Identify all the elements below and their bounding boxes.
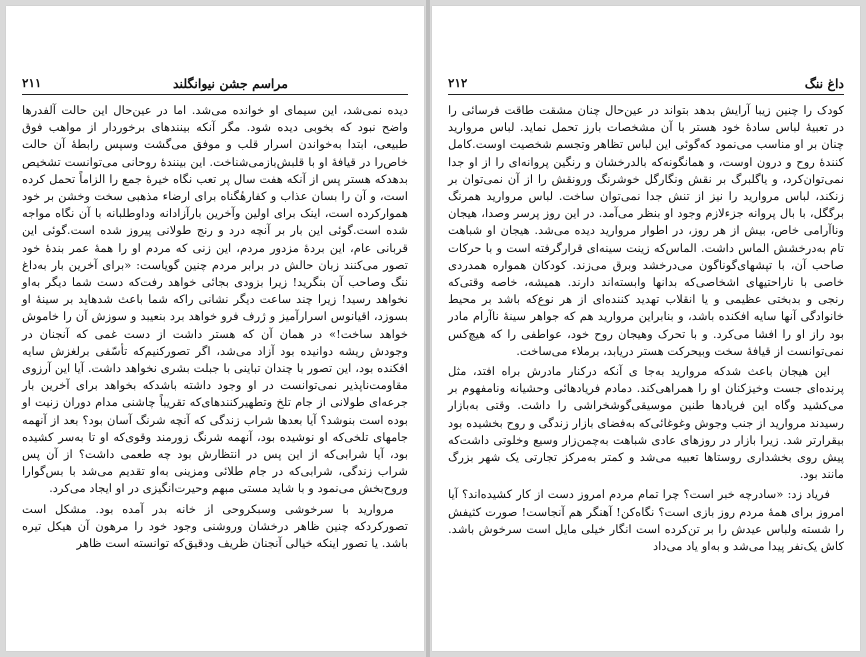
page-number: ۲۱۲ (448, 76, 468, 90)
paragraph: فریاد زد: «سادر‌چه خبر است؟ چرا تمام مردم امروز دست از کار کشیده‌اند؟ آیا امروز برای همهٔ مردم روز بازی است؟ نگاه‌کن! آهنگر هم آنجاست! صورت کثیفش را شسته ولباس عیدش را بر تن‌کرده است انگار خیلی مایل است سرخوش باشد. کاش یک‌نفر پیدا می‌شد و به‌او یاد می‌داد (448, 487, 844, 554)
right-page-header (448, 76, 844, 92)
page-number: ۲۱۱ (22, 76, 42, 90)
left-page-body (22, 102, 408, 552)
left-page (6, 6, 424, 651)
paragraph: مروارید با سرخوشی وسبکروحی از خانه بدر آمده بود. مشکل است تصورکرد‌که چنین ظاهر درخشان وروشنی وجود خود را مرهون آن هیکل تیره باشد. یا تصور اینکه خیالی آنجنان ظریف ودقیق‌که توانسته است ظاهر (22, 501, 408, 551)
header-rule (22, 94, 408, 95)
book-spine (426, 0, 430, 657)
right-page-body (448, 102, 844, 555)
right-page (432, 6, 860, 651)
left-page-header (22, 76, 408, 92)
paragraph: دیده نمی‌شد، این سیمای او خوانده می‌شد. اما در عین‌حال این حالت آلفدرها واضح نبود که بخوبی دیده شود. مگر آنکه بینندهای برخوردار از مواهب فوق طبیعی، ابتدا به‌خواندن اسرار قلب و موفق می‌گشت وسپس رابطهٔ آن حالت خاص‌را در قیافهٔ او با قلبش‌بازمی‌شناخت. این بینندهٔ روحانی می‌توانست تشخیص بدهدکه هستر پس از آنکه هفت سال پر تعب نگاه خیرهٔ جمع را الزاماً تحمل کرده است، و آن را بسان عذاب و کفارهٔگناه برای ارضاء مذهبی سخت وخشن بر خود هموارکرده است، اینک برای اولین وآخرین بارآزادانه وداوطلبانه با آن نگاه مواجه شده است.گوئی این بار بر آنچه درد و رنج طولانی پیروز شده است.گوئی این قربانی عام، این بردهٔ مزدور مردم، این زنی که مردم او را همهٔ عمر بندهٔ خود تصور می‌کنند زبان حالش در برابر مردم چنین گویاست: «برای آخرین بار به‌داغ ننگ وصاحب آن بنگرید! زیرا بزودی بجائی خواهد رفت‌که دست شما دیگر به‌او نخواهد رسید! زیرا چند ساعت دیگر نشانی راکه شما باعث شدهاید بر سینهٔ او بسوزد، اقیانوس اسرارآمیز و ژرف فرو خواهد برد بنعیبد و سوزش آن را خاموش خواهد ساخت!» در همان آن که هستر داشت از دست غمی که آنجنان در وجودش ریشه دوانیده بود آزاد می‌شد، اگر تصورکنیم‌که تأسّفی برلغزش سایه افکنده بود، این تصور با چندان تباینی با جبلت بشری نخواهد داشت. آیا این آرزوی مقاومت‌ناپذیر نمی‌توانست در او وجود داشته باشدکه بخواهد برای آخرین بار جرعه‌ای طولانی از جام تلخ وتطهیرکنندهای‌که تقریباً چاشنی مدام دوران زنیت او بوده است بنوشد؟ آیا بعدها شراب زندگی که آنچه شرنگ آسان بود؟ بعد از آنهمه جامهای تلخی‌که او نوشیده بود، آنهمه شرنگ زورمند وقوی‌که او تا به‌سر کشیده بود، آیا شرابی‌که از این پس در انتظارش بود چه طعمی داشت؟ از آن پس شراب زندگی، شرابی‌که در جام طلائی ومزینی به‌او تقدیم می‌شد با بس‌گوارا وروح‌بخش می‌نمود و با شاید مستی مبهم وحیرت‌انگیزی در او ایجاد می‌کرد. (22, 103, 408, 496)
paragraph: کودک را چنین زیبا آرایش بدهد بتواند در عین‌حال چنان مشقت طاقت فرسائی را در تعبیهٔ لباس سادهٔ خود هستر با آن مشخصات بارز تحمل نماید. لباس مروارید چنان بر او مناسب می‌نمود که‌گوئی این لباس تظاهر وتجسم شخصیت اوست.کامل کنندهٔ روح و درون اوست، و همانگونه‌که بالدرخشان و رنگین پروانه‌ای را از او جدا نمی‌توان‌کرد، و یاگلبرگ بر نقش ونگارگل خوشرنگ ورونقش را از آن نمی‌توان بر زنکند، لباس مروارید را نیز از تنش جدا نمی‌توان ساخت. لباس مروارید همرنگ برگگل، با بال پروانه جزءلازم وجود او بنظر می‌آمد. در این روز پرسر وصدا، هیجان وناآرامی خاص، بیش از هر روز، در اطوار مروارید دیده می‌شد. هیجان او شباهت تام به‌درخشش الماس داشت. الماس‌که زینت سینه‌ای قرارگرفته است و با حرکات صاحب آن، با تپشهای‌گوناگون می‌درخشد وبرق می‌زند. کودکان همواره همدردی خاصی با ناراحتیهای اشخاصی‌که بدانها وابسته‌اند دارند. همیشه، خاصه وقتی‌که رنجی و بدبختی عظیمی و یا انقلاب تهدید کننده‌ای از هر نوع‌که باشد بر محیط خانوادگی آنها سایه افکنده باشد، و بنابراین مروارید هم که جواهر سینهٔ ناآرام مادر بود راز او را افشا می‌کرد. و با تحرک وهیجان روح خود، عواطفی را که هیچ‌کس نمی‌توانست از قیافهٔ سخت وبیحرکت هستر دریابد، برملاء می‌ساخت. (448, 103, 844, 358)
running-title: مراسم جشن نیوانگلند (173, 76, 288, 91)
paragraph: این هیجان باعث شد‌که مروارید به‌جا ی آنکه درکنار مادرش براه افتد، مثل پرنده‌ای جست وخیزکنان او را همراهی‌کند. دمادم فریادهائی وحشیانه ونامفهوم بر می‌کشید وگاه این فریادها طنین موسیقی‌گوشخراشی را داشت. وقتی به‌بازار رسیدند مروارید از جنب وجوش وغوغائی‌که به‌فضای بازار زندگی و روح بخشیده بود بیقرارتر شد. زیرا بازار در روزهای عادی شباهت به‌چمن‌زار وسیع وخلوتی داشت‌که پیش روی بخشداری روستاها تعبیه می‌شد و کمتر به‌مرکز تجارتی یک شهر بزرگ مانند بود. (448, 364, 844, 482)
running-title: داغ ننگ (804, 76, 844, 91)
header-rule (448, 94, 844, 95)
